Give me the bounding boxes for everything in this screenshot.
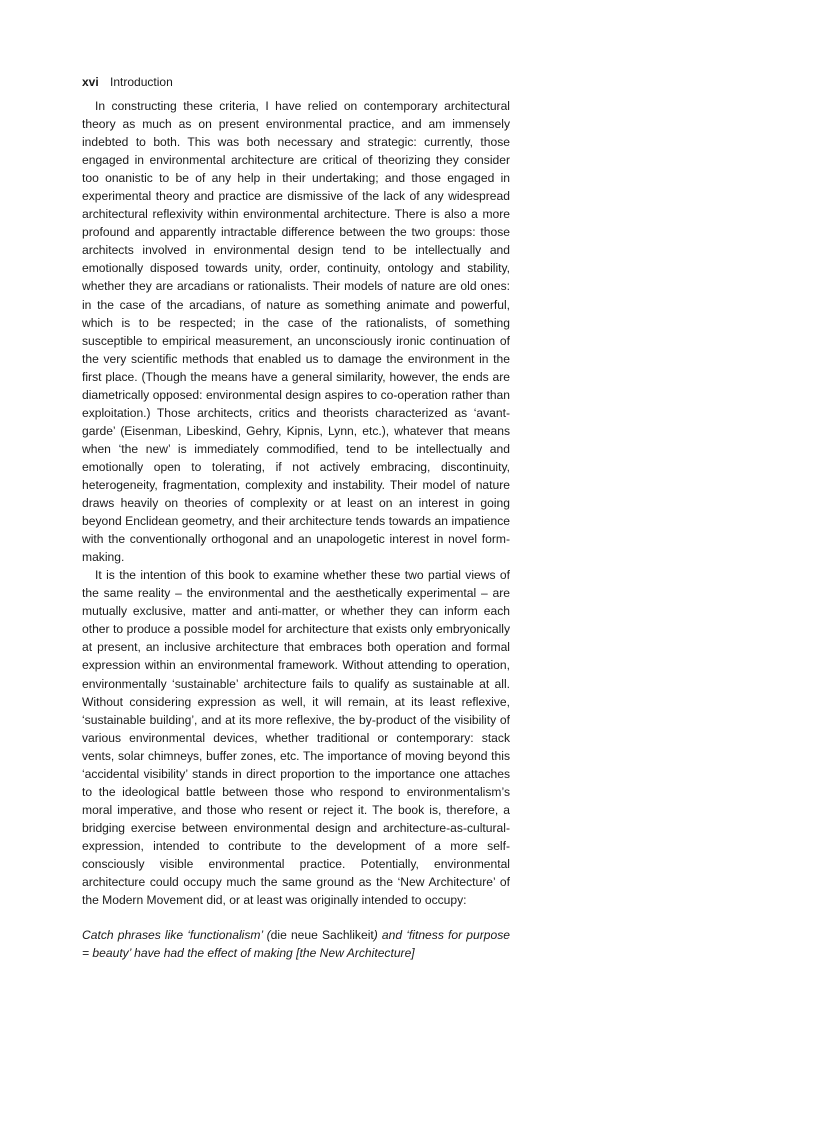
quote-roman: die neue Sachlikeit — [270, 928, 374, 943]
quote-italic-2: ) and ‘fitness for purpose = beauty’ have had the effect of making [the New Architecture] — [82, 928, 510, 961]
page-number: xvi — [82, 75, 99, 89]
block-quote — [82, 926, 510, 962]
running-header — [82, 74, 173, 90]
body-text — [82, 97, 510, 962]
quote-italic-1: Catch phrases like ‘functionalism’ ( — [82, 928, 271, 943]
running-title: Introduction — [110, 75, 173, 89]
paragraph-1: In constructing these criteria, I have relied on contemporary architectural theory as much as on present environmental practice, and am immensely indebted to both. This was both necessary and strategic: currently, those engaged in environmental architecture are critical of theorizing they consider too onanistic to be of any help in their undertaking; and those engaged in experimental theory and practice are dismissive of the lack of any widespread architectural reflexivity within environmental architecture. There is also a more profound and apparently intractable difference between the two groups: those architects involved in environmental design tend to be intellectually and emotionally disposed towards unity, order, continuity, ontology and stability, whether they are arcadians or rationalists. Their models of nature are old ones: in the case of the arcadians, of nature as something animate and powerful, which is to be respected; in the case of the rationalists, of something susceptible to empirical measurement, an unconsciously ironic continuation of the very scientific methods that enabled us to damage the environment in the first place. (Though the means have a general similarity, however, the ends are diametrically opposed: environmental design aspires to co-operation rather than exploitation.) Those architects, critics and theorists characterized as ‘avant-garde’ (Eisenman, Libeskind, Gehry, Kipnis, Lynn, etc.), whatever that means when ‘the new’ is immediately commodified, tend to be intellectually and emotionally open to tolerating, if not actively embracing, discontinuity, heterogeneity, fragmentation, complexity and instability. Their model of nature draws heavily on theories of complexity or at least on an interest in going beyond Enclidean geometry, and their architecture tends towards an impatience with the conventionally orthogonal and an unapologetic interest in novel form-making. — [82, 99, 510, 565]
paragraph-2: It is the intention of this book to examine whether these two partial views of the same reality – the environmental and the aesthetically experimental – are mutually exclusive, matter and anti-matter, or whether they can inform each other to produce a possible model for architecture that exists only embryonically at present, an inclusive architecture that embraces both operation and formal expression within an environmental framework. Without attending to operation, environmentally ‘sustainable’ architecture fails to qualify as sustainable at all. Without considering expression as well, it will remain, at its least reflexive, ‘sustainable building’, and at its more reflexive, the by-product of the visibility of various environmental devices, whether traditional or contemporary: stack vents, solar chimneys, buffer zones, etc. The importance of moving beyond this ‘accidental visibility’ stands in direct proportion to the importance one attaches to the ideological battle between those who respond to environmentalism’s moral imperative, and those who resent or reject it. The book is, therefore, a bridging exercise between environmental design and architecture-as-cultural-expression, intended to contribute to the development of a more self-consciously visible environmental practice. Potentially, environmental architecture could occupy much the same ground as the ‘New Architecture’ of the Modern Movement did, or at least was originally intended to occupy: — [82, 568, 510, 908]
